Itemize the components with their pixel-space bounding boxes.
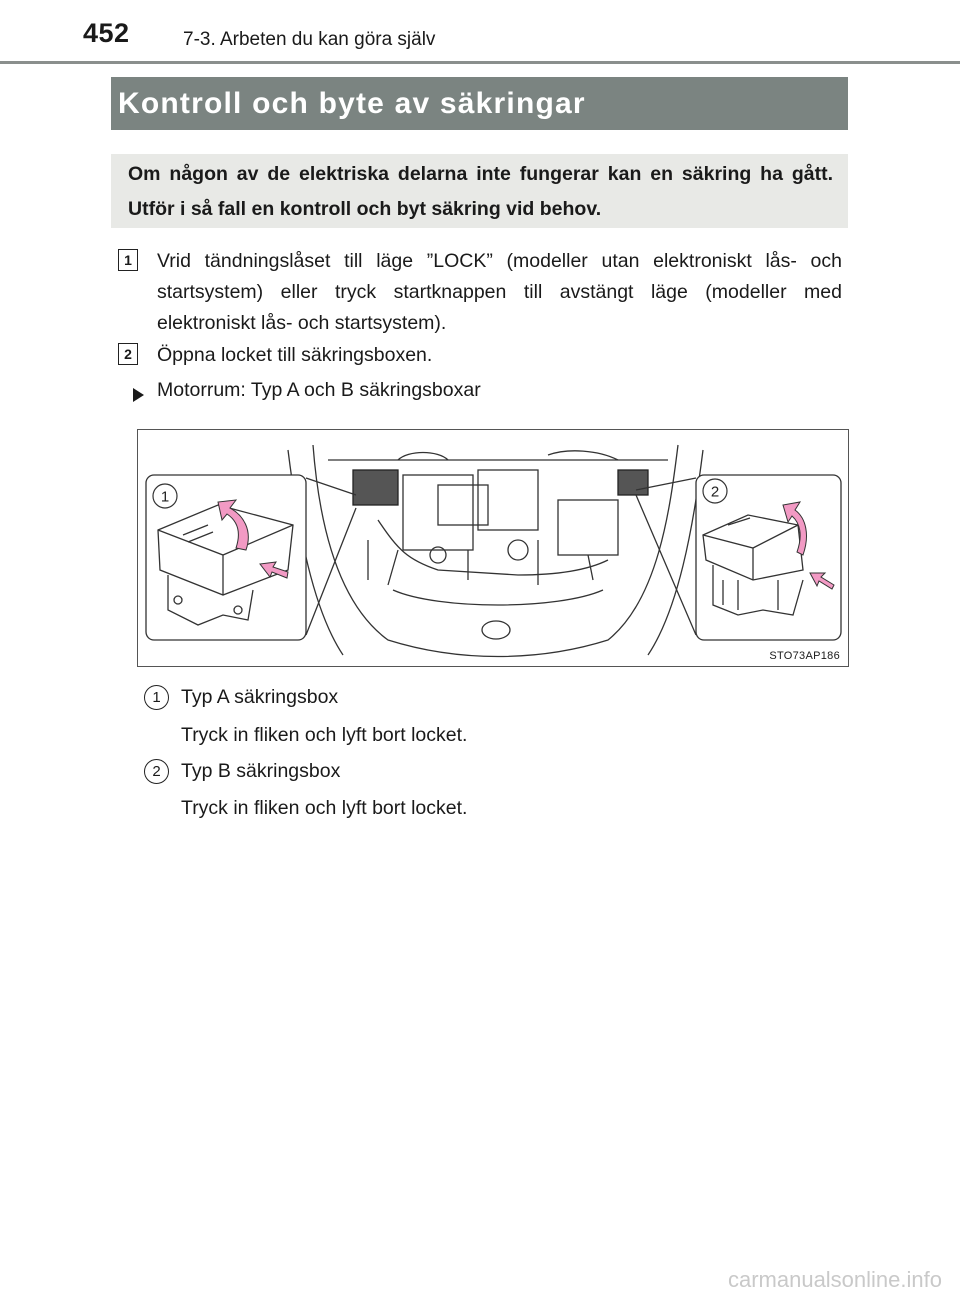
step-1-badge: 1 — [118, 249, 138, 271]
legend-2-title: Typ B säkringsbox — [181, 760, 341, 782]
running-header: 7-3. Arbeten du kan göra själv — [183, 29, 436, 50]
engine-bay-figure — [137, 429, 849, 667]
legend-1-title: Typ A säkringsbox — [181, 686, 339, 708]
figure-callout-1: 1 — [160, 488, 170, 506]
figure-callout-2: 2 — [710, 483, 720, 501]
page-number: 452 — [83, 18, 130, 48]
engine-bay-illustration — [138, 430, 848, 666]
legend-2-badge: 2 — [144, 759, 169, 784]
header-rule — [0, 61, 960, 64]
section-title: Kontroll och byte av säkringar — [118, 87, 586, 120]
step-2-badge: 2 — [118, 343, 138, 365]
figure-code: STO73AP186 — [769, 650, 840, 662]
legend-1-detail: Tryck in fliken och lyft bort locket. — [181, 724, 468, 746]
legend-1-badge: 1 — [144, 685, 169, 710]
bullet-arrow-icon — [133, 388, 144, 402]
legend-2-detail: Tryck in fliken och lyft bort locket. — [181, 797, 468, 819]
step-2-text: Öppna locket till säkringsboxen. — [157, 344, 433, 366]
step-1-text: Vrid tändningslåset till läge ”LOCK” (modeller utan elektroniskt lås- och startsystem) eller tryck startknappen till avstängt läge (modeller med elektroniskt lås- och startsystem). — [157, 250, 842, 334]
watermark: carmanualsonline.info — [727, 1267, 942, 1292]
intro-text: Om någon av de elektriska delarna inte fungerar kan en säkring ha gått. Utför i så fall en kontroll och byt säkring vid behov. — [128, 163, 833, 220]
bullet-text: Motorrum: Typ A och B säkringsboxar — [157, 379, 481, 401]
